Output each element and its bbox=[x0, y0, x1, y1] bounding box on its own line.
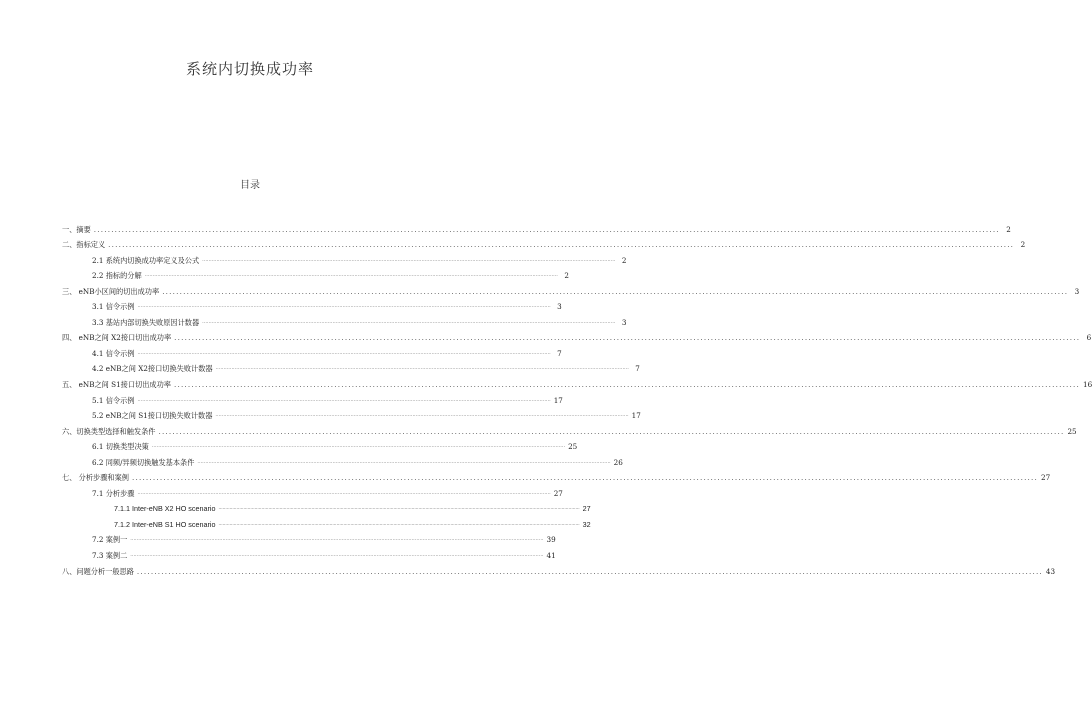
toc-entry-label: 4.1 信令示例 bbox=[92, 348, 135, 358]
toc-entry[interactable] bbox=[62, 218, 1011, 234]
toc-page-number: 27 bbox=[553, 488, 563, 498]
toc-dot-leader: .................................................................................................................................................................................................................................................................... bbox=[108, 240, 1015, 250]
toc-entry[interactable] bbox=[62, 296, 562, 312]
toc-entry[interactable] bbox=[62, 420, 1077, 436]
toc-entry-label: 7.1 分析步骤 bbox=[92, 488, 135, 498]
toc-entry-label: 3.1 信令示例 bbox=[92, 302, 135, 312]
toc-entry[interactable] bbox=[62, 327, 1092, 343]
toc-entry[interactable] bbox=[62, 265, 569, 281]
toc-entry[interactable] bbox=[62, 280, 1080, 296]
toc-entry-label: 7.2 案例一 bbox=[92, 535, 128, 545]
toc-page-number: 3 bbox=[621, 317, 627, 327]
toc-dot-leader: .................................................................................................................................................................................................................................................................... bbox=[130, 552, 544, 559]
toc-entry-label: 7.1.2 Inter-eNB S1 HO scenario bbox=[114, 519, 216, 529]
toc-entry[interactable] bbox=[62, 234, 1026, 250]
toc-entry[interactable] bbox=[62, 498, 591, 514]
toc-page-number: 26 bbox=[613, 457, 623, 467]
toc-entry-label: 3.3 基站内部切换失败原因计数器 bbox=[92, 317, 200, 327]
toc-page-number: 27 bbox=[1041, 473, 1051, 483]
toc-dot-leader: .................................................................................................................................................................................................................................................................... bbox=[137, 489, 551, 496]
toc-page-number: 41 bbox=[546, 551, 556, 561]
toc-entry[interactable] bbox=[62, 373, 1092, 390]
toc-heading: 目录 bbox=[240, 180, 260, 191]
toc-page-number: 17 bbox=[631, 411, 641, 421]
toc-page-number: 6 bbox=[1086, 333, 1092, 343]
toc-entry-label: 6.1 切换类型决策 bbox=[92, 442, 149, 452]
toc-entry-label: 2.1 系统内切换成功率定义及公式 bbox=[92, 255, 200, 265]
toc-page-number: 27 bbox=[582, 504, 591, 514]
toc-dot-leader: .................................................................................................................................................................................................................................................................... bbox=[137, 396, 551, 403]
toc-entry-label: 5.2 eNB之间 S1接口切换失败计数器 bbox=[92, 411, 213, 421]
toc-page-number: 32 bbox=[582, 519, 591, 529]
toc-dot-leader: .................................................................................................................................................................................................................................................................... bbox=[136, 566, 1043, 576]
toc-entry[interactable] bbox=[62, 513, 591, 529]
toc-entry[interactable] bbox=[62, 436, 578, 452]
toc-entry-label: 七、 分析步骤和案例 bbox=[62, 473, 129, 483]
document-title: 系统内切换成功率 bbox=[185, 60, 314, 78]
toc-entry[interactable] bbox=[62, 358, 640, 374]
toc-page-number: 2 bbox=[1020, 240, 1026, 250]
toc-entry-label: 一、摘要 bbox=[62, 224, 91, 234]
toc-entry[interactable] bbox=[62, 467, 1051, 483]
toc-dot-leader: .................................................................................................................................................................................................................................................................... bbox=[144, 272, 558, 279]
toc-page-number: 2 bbox=[1006, 224, 1011, 234]
toc-entry-label: 四、 eNB之间 X2接口切出成功率 bbox=[62, 333, 172, 343]
toc-entry[interactable] bbox=[62, 482, 563, 498]
toc-entry-label: 2.2 指标的分解 bbox=[92, 271, 142, 281]
toc-dot-leader: .................................................................................................................................................................................................................................................................... bbox=[173, 380, 1080, 390]
toc-entry-label: 7.1.1 Inter-eNB X2 HO scenario bbox=[114, 504, 216, 514]
toc-page-number: 3 bbox=[557, 302, 562, 312]
toc-dot-leader: .................................................................................................................................................................................................................................................................... bbox=[202, 256, 616, 263]
toc-dot-leader: .................................................................................................................................................................................................................................................................... bbox=[162, 286, 1069, 296]
toc-entry-label: 5.1 信令示例 bbox=[92, 395, 135, 405]
toc-page-number: 25 bbox=[1067, 426, 1077, 436]
toc-entry[interactable] bbox=[62, 389, 563, 405]
toc-entry-label: 六、切换类型选择和触发条件 bbox=[62, 426, 156, 436]
toc-entry[interactable] bbox=[62, 249, 627, 265]
toc-page-number: 2 bbox=[564, 271, 569, 281]
toc-dot-leader: .................................................................................................................................................................................................................................................................... bbox=[202, 318, 616, 325]
toc-page-number: 16 bbox=[1083, 380, 1092, 390]
toc-page-number: 7 bbox=[557, 348, 562, 358]
toc-entry-label: 八、问题分析一般思路 bbox=[62, 566, 134, 576]
toc-page-number: 25 bbox=[568, 442, 578, 452]
toc-dot-leader: .................................................................................................................................................................................................................................................................... bbox=[218, 505, 580, 512]
toc-entry[interactable] bbox=[62, 544, 556, 561]
toc-dot-leader: .................................................................................................................................................................................................................................................................... bbox=[151, 443, 566, 450]
toc-entry-label: 4.2 eNB之间 X2接口切换失败计数器 bbox=[92, 364, 213, 374]
toc-entry[interactable] bbox=[62, 405, 641, 421]
toc-entry[interactable] bbox=[62, 342, 562, 358]
toc-page-number: 7 bbox=[635, 364, 640, 374]
toc-entry[interactable] bbox=[62, 311, 627, 327]
toc-dot-leader: .................................................................................................................................................................................................................................................................... bbox=[130, 536, 544, 543]
toc-dot-leader: .................................................................................................................................................................................................................................................................... bbox=[137, 303, 551, 310]
toc-dot-leader: .................................................................................................................................................................................................................................................................... bbox=[137, 349, 551, 356]
toc-dot-leader: .................................................................................................................................................................................................................................................................... bbox=[131, 473, 1039, 483]
toc-page-number: 39 bbox=[546, 535, 556, 545]
toc-entry-label: 7.3 案例二 bbox=[92, 551, 128, 561]
toc-entry-label: 三、 eNB小区间的切出成功率 bbox=[62, 286, 160, 296]
toc-dot-leader: .................................................................................................................................................................................................................................................................... bbox=[215, 365, 629, 372]
toc-page-number: 17 bbox=[553, 395, 563, 405]
toc-entry-label: 6.2 同频/异频切换触发基本条件 bbox=[92, 457, 195, 467]
toc-page-number: 3 bbox=[1074, 286, 1080, 296]
toc-dot-leader: .................................................................................................................................................................................................................................................................... bbox=[158, 426, 1065, 436]
toc-page-number: 2 bbox=[621, 255, 627, 265]
toc-entry[interactable] bbox=[62, 560, 1056, 576]
toc-dot-leader: .................................................................................................................................................................................................................................................................... bbox=[174, 333, 1081, 343]
toc-dot-leader: .................................................................................................................................................................................................................................................................... bbox=[218, 520, 580, 527]
toc-entry-label: 五、 eNB之间 S1接口切出成功率 bbox=[62, 380, 171, 390]
toc-dot-leader: .................................................................................................................................................................................................................................................................... bbox=[93, 224, 1000, 234]
toc-dot-leader: .................................................................................................................................................................................................................................................................... bbox=[197, 458, 611, 465]
toc-dot-leader: .................................................................................................................................................................................................................................................................... bbox=[215, 412, 629, 419]
toc-entry[interactable] bbox=[62, 529, 556, 545]
toc-entry[interactable] bbox=[62, 451, 623, 467]
toc-page-number: 43 bbox=[1045, 566, 1056, 576]
toc-entry-label: 二、指标定义 bbox=[62, 240, 106, 250]
table-of-contents bbox=[62, 218, 1092, 576]
